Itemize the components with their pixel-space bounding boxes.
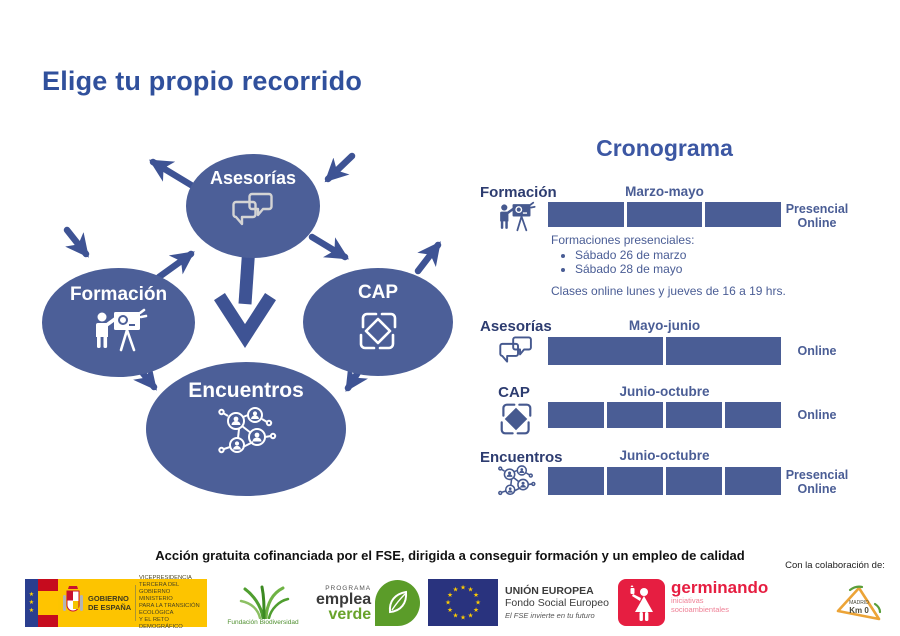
arrow-in-to-formacion: [67, 230, 86, 254]
diagram-node-asesorias: [186, 154, 320, 258]
timeline-segment: [725, 467, 781, 495]
empleaverde-logo: [316, 579, 420, 627]
leaf-icon: [375, 580, 420, 626]
km0-line2: Km 0: [849, 606, 869, 615]
row-period: Mayo-junio: [628, 318, 701, 333]
joined-hands-icon: [494, 398, 538, 440]
timeline-segment: [705, 202, 781, 227]
germinando-logo: [618, 579, 768, 626]
page-title: Elige tu propio recorrido: [42, 66, 363, 96]
timeline-segment: [548, 467, 604, 495]
fundacion-biodiversidad-logo: [218, 579, 308, 627]
svg-text:★: ★: [475, 598, 481, 607]
arrow-cap-out-upright: [418, 245, 438, 271]
timeline-bar-formacion: [548, 202, 781, 227]
svg-text:★: ★: [447, 606, 453, 614]
spain-coat-of-arms-icon: [58, 579, 88, 627]
timeline-segment: [666, 467, 722, 495]
empleaverde-text: PROGRAMA emplea verde: [316, 584, 372, 623]
arrow-out-downright: [312, 237, 345, 257]
row-label-encuentros: Encuentros: [480, 449, 563, 466]
row-mode: Online: [797, 408, 837, 422]
spain-flag-strip: [38, 579, 58, 627]
eu-flag-icon: [428, 579, 498, 626]
row-period: Junio-octubre: [619, 448, 710, 463]
arrow-asesorias-to-encuentros: [223, 246, 267, 336]
km0-line1: MADRID: [849, 600, 869, 606]
cronograma-heading: Cronograma: [596, 135, 733, 161]
germinando-text: germinando iniciativas socioambientales: [671, 578, 769, 614]
arrow-out-upleft: [153, 162, 196, 188]
row-mode: Presencial Online: [785, 468, 849, 496]
biodiversidad-caption: Fundación Biodiversidad: [227, 619, 299, 626]
row-label-formacion: Formación: [480, 184, 557, 201]
timeline-segment: [627, 202, 703, 227]
cronograma-section: [480, 130, 892, 520]
grass-icon: [233, 585, 293, 619]
svg-text:★: ★: [447, 591, 453, 599]
arrow-in-from-topright: [328, 156, 352, 179]
row-mode: Presencial Online: [785, 202, 849, 230]
svg-text:★: ★: [473, 591, 479, 599]
arrow-formacion-to-asesorias: [159, 254, 191, 277]
svg-text:★: ★: [467, 585, 474, 594]
svg-text:★: ★: [467, 611, 474, 620]
union-europea-logo: [428, 579, 609, 626]
diagram-node-cap: [303, 268, 453, 376]
row-label-cap: CAP: [498, 384, 530, 401]
timeline-segment: [607, 467, 663, 495]
joined-hands-icon: [353, 306, 403, 356]
timeline-segment: [548, 402, 604, 428]
row-label-asesorias: Asesorías: [480, 318, 552, 335]
woman-figure-icon: [618, 579, 665, 626]
svg-text:★: ★: [473, 606, 479, 614]
node-label: Encuentros: [188, 379, 304, 402]
chat-bubbles-icon: [494, 335, 538, 364]
node-label: Formación: [69, 284, 168, 305]
svg-text:★: ★: [460, 583, 466, 592]
notes-heading: Formaciones presenciales:: [551, 233, 695, 247]
notes-bullet: • Sábado 26 de marzo: [575, 249, 786, 263]
chat-bubbles-icon: [227, 191, 279, 227]
timeline-segment: [548, 202, 624, 227]
timeline-bar-encuentros: [548, 467, 781, 495]
eu-text: UNIÓN EUROPEA Fondo Social Europeo El FSE invierte en tu futuro: [505, 585, 609, 620]
node-label: Asesorías: [209, 168, 297, 188]
presenter-icon: [90, 308, 148, 352]
timeline-bar-cap: [548, 402, 781, 428]
timeline-bar-asesorias: [548, 337, 781, 365]
gobierno-espana-logo: [25, 575, 207, 630]
timeline-segment: [548, 337, 663, 365]
eu-stars-strip: ★ ★ ★: [25, 579, 38, 627]
presenter-icon: [494, 200, 538, 233]
svg-text:★: ★: [452, 585, 459, 594]
formacion-notes: [551, 234, 786, 299]
timeline-segment: [725, 402, 781, 428]
svg-text:★: ★: [452, 611, 459, 620]
notes-bullet: • Sábado 28 de mayo: [575, 263, 786, 277]
funding-text: Acción gratuita cofinanciada por el FSE, dirigida a conseguir formación y un empleo de calidad: [155, 548, 745, 563]
row-period: Marzo-mayo: [625, 184, 704, 199]
timeline-segment: [607, 402, 663, 428]
svg-text:★: ★: [460, 613, 466, 622]
node-label: CAP: [357, 282, 399, 303]
collaboration-label: Con la colaboración de:: [785, 560, 885, 571]
gobierno-department: VICEPRESIDENCIA TERCERA DEL GOBIERNO MINISTERIO PARA LA TRANSICIÓN ECOLÓGICA Y EL RETO DEMOGRÁFICO: [139, 575, 200, 630]
people-network-icon: [494, 464, 538, 500]
gobierno-name: GOBIERNO DE ESPAÑA: [88, 594, 132, 612]
timeline-segment: [666, 402, 722, 428]
people-network-icon: [215, 405, 277, 461]
diagram-node-formacion: [42, 268, 195, 377]
row-mode: Online: [797, 344, 837, 358]
row-period: Junio-octubre: [619, 384, 710, 399]
timeline-segment: [666, 337, 781, 365]
svg-text:★: ★: [445, 598, 451, 607]
divider: [135, 585, 136, 621]
diagram-node-encuentros: [146, 362, 346, 496]
madrid-km0-logo: [830, 582, 886, 628]
notes-bullets: [551, 249, 786, 277]
notes-extra: Clases online lunes y jueves de 16 a 19 hrs.: [551, 284, 786, 298]
